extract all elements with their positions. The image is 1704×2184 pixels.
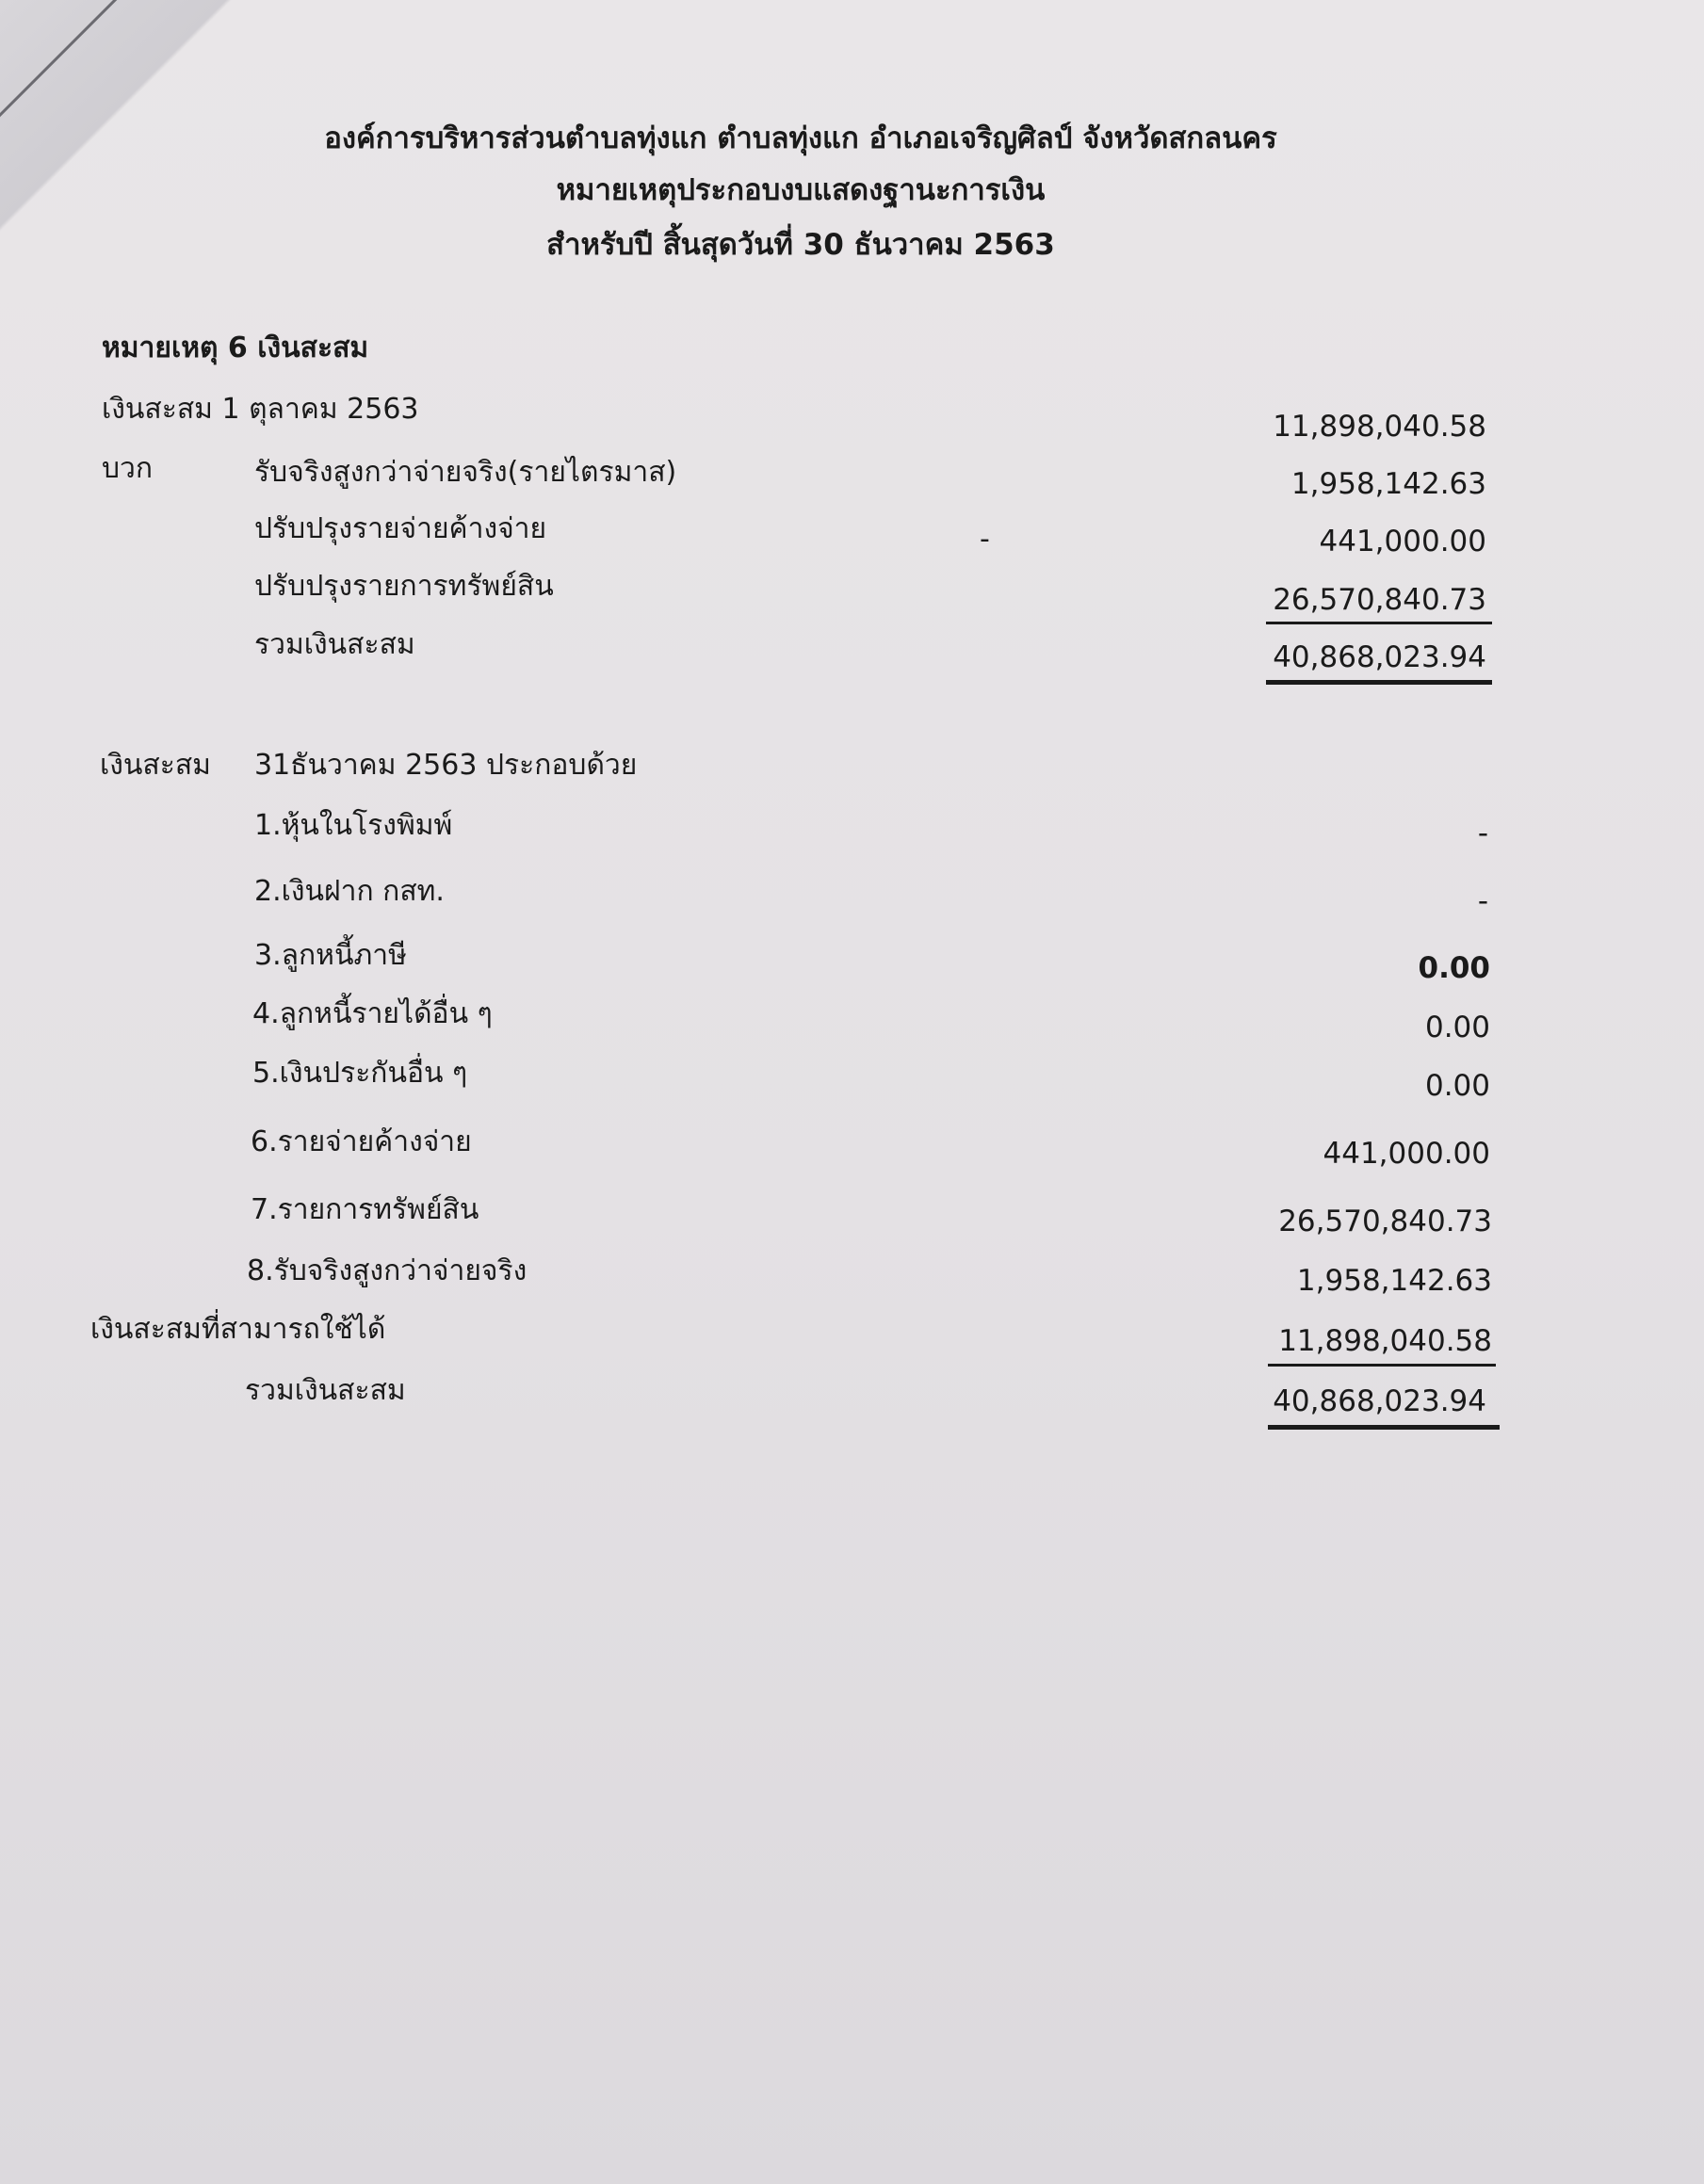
composition-label: เงินสะสม xyxy=(100,749,211,782)
add-item-value: 441,000.00 xyxy=(1319,525,1486,558)
opening-label: เงินสะสม 1 ตุลาคม 2563 xyxy=(102,393,419,426)
composition-item-value: 0.00 xyxy=(1424,1069,1490,1103)
add-item-value: 26,570,840.73 xyxy=(1273,583,1486,617)
document-title: หมายเหตุประกอบงบแสดงฐานะการเงิน xyxy=(556,173,1046,207)
composition-item-value: 0.00 xyxy=(1418,951,1490,985)
opening-value: 11,898,040.58 xyxy=(1273,410,1486,444)
composition-item-value: 441,000.00 xyxy=(1323,1137,1490,1171)
composition-total-value: 40,868,023.94 xyxy=(1273,1384,1486,1418)
composition-item-label: 3.ลูกหนี้ภาษี xyxy=(254,939,407,972)
available-value: 11,898,040.58 xyxy=(1278,1324,1492,1358)
subtotal-underline xyxy=(1266,622,1492,624)
note-title: หมายเหตุ 6 เงินสะสม xyxy=(102,332,369,364)
composition-item-value: 1,958,142.63 xyxy=(1296,1264,1492,1298)
composition-item-value: - xyxy=(1477,884,1488,918)
total-double-underline xyxy=(1266,680,1492,685)
composition-item-label: 1.หุ้นในโรงพิมพ์ xyxy=(254,809,453,842)
composition-item-value: 26,570,840.73 xyxy=(1278,1205,1492,1238)
composition-item-label: 4.ลูกหนี้รายได้อื่น ๆ xyxy=(252,997,493,1030)
subtotal-underline xyxy=(1268,1364,1496,1367)
composition-item-label: 5.เงินประกันอื่น ๆ xyxy=(252,1057,468,1090)
composition-item-value: 0.00 xyxy=(1424,1011,1490,1044)
total-double-underline xyxy=(1268,1425,1500,1430)
available-label: เงินสะสมที่สามารถใช้ได้ xyxy=(90,1313,386,1346)
add-label: บวก xyxy=(102,452,154,485)
period-title: สำหรับปี สิ้นสุดวันที่ 30 ธันวาคม 2563 xyxy=(546,228,1055,262)
composition-item-label: 8.รับจริงสูงกว่าจ่ายจริง xyxy=(247,1254,527,1287)
composition-item-label: 7.รายการทรัพย์สิน xyxy=(251,1193,479,1226)
composition-item-value: - xyxy=(1477,817,1488,850)
total-value: 40,868,023.94 xyxy=(1273,640,1486,674)
composition-heading: 31ธันวาคม 2563 ประกอบด้วย xyxy=(254,749,638,782)
add-item-label: รับจริงสูงกว่าจ่ายจริง(รายไตรมาส) xyxy=(254,456,677,489)
composition-total-label: รวมเงินสะสม xyxy=(245,1374,406,1407)
composition-item-label: 6.รายจ่ายค้างจ่าย xyxy=(251,1125,472,1158)
add-item-value: 1,958,142.63 xyxy=(1290,467,1486,501)
composition-item-label: 2.เงินฝาก กสท. xyxy=(254,875,445,908)
total-label: รวมเงินสะสม xyxy=(254,628,415,661)
add-item-label: ปรับปรุงรายจ่ายค้างจ่าย xyxy=(254,512,547,545)
org-title: องค์การบริหารส่วนตำบลทุ่งแก ตำบลทุ่งแก อำเภอเจริญศิลป์ จังหวัดสกลนคร xyxy=(324,121,1277,155)
add-item-mid-dash: - xyxy=(980,523,990,556)
add-item-label: ปรับปรุงรายการทรัพย์สิน xyxy=(254,570,554,603)
